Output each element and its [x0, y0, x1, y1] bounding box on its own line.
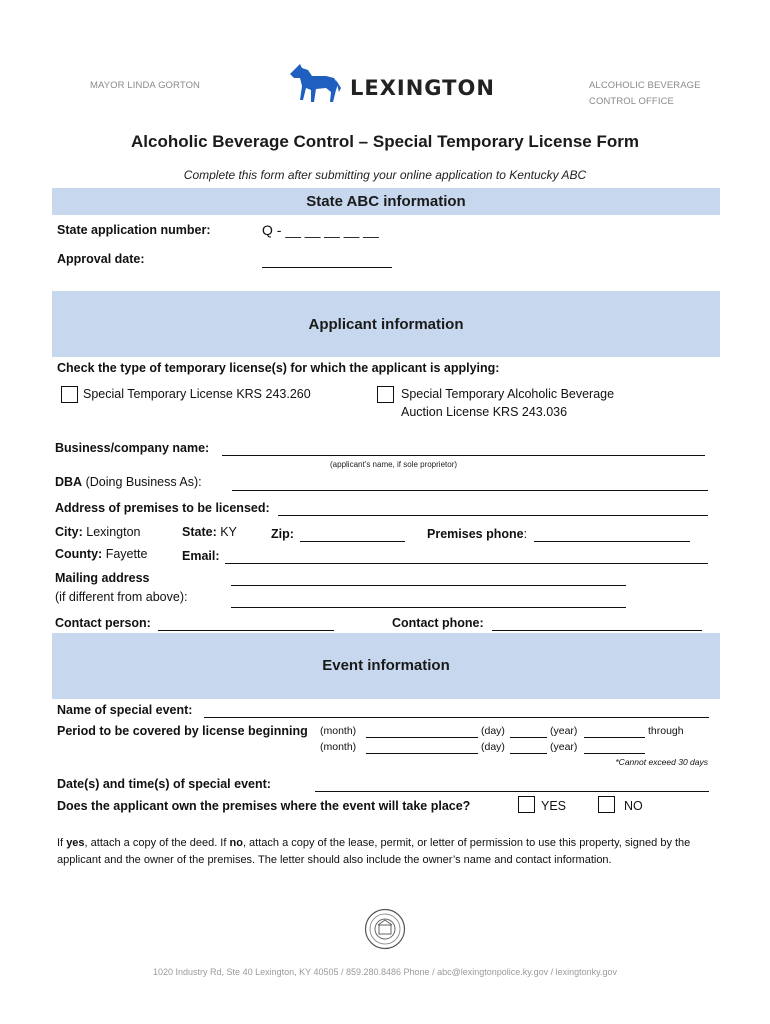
mailing-address-sub: (if different from above): [55, 590, 188, 604]
note-mid: , attach a copy of the deed. If [84, 837, 227, 849]
county-label: County: [55, 547, 103, 561]
end-year-label: (year) [550, 741, 578, 753]
state-abc-heading: State ABC information [306, 193, 466, 210]
period-label: Period to be covered by license beginning [57, 724, 308, 738]
event-dates-field[interactable] [315, 791, 709, 792]
own-yes-checkbox[interactable] [518, 796, 535, 813]
business-name-hint: (applicant’s name, if sole proprietor) [330, 460, 458, 469]
mayor-name: MAYOR LINDA GORTON [90, 80, 201, 91]
state-group [182, 525, 237, 539]
event-name-label: Name of special event: [57, 703, 193, 717]
state-abc-band [52, 188, 720, 215]
special-temporary-license-checkbox[interactable] [61, 386, 78, 403]
note-if: If [57, 837, 64, 849]
premises-address-label: Address of premises to be licensed: [55, 501, 270, 515]
page-title: Alcoholic Beverage Control – Special Temporary License Form [131, 132, 639, 151]
premises-phone-label: Premises phone [427, 527, 524, 541]
zip-label: Zip: [271, 527, 294, 541]
own-no-checkbox[interactable] [598, 796, 615, 813]
state-label: State: [182, 525, 217, 539]
option1-label: Special Temporary License KRS 243.260 [83, 387, 311, 401]
cannot-exceed-note: *Cannot exceed 30 days [615, 757, 708, 767]
through-label: through [648, 725, 684, 737]
business-name-field[interactable] [222, 455, 705, 456]
mailing-address-field-1[interactable] [231, 585, 626, 586]
dba-label-group [55, 475, 202, 489]
contact-person-label: Contact person: [55, 616, 151, 630]
contact-person-field[interactable] [158, 630, 334, 631]
event-heading: Event information [322, 657, 450, 674]
office-line1: ALCOHOLIC BEVERAGE [589, 80, 701, 91]
own-premises-question: Does the applicant own the premises where the event will take place? [57, 799, 471, 813]
approval-date-field[interactable] [262, 267, 392, 268]
footer-contact: 1020 Industry Rd, Ste 40 Lexington, KY 40505 / 859.280.8486 Phone / abc@lexingtonpolice.ky.gov / lexingtonky.gov [153, 967, 617, 977]
county-value: Fayette [105, 547, 148, 561]
end-year-field[interactable] [584, 753, 645, 754]
attachment-note [57, 835, 717, 869]
app-number-field[interactable]: Q - __ __ __ __ __ [262, 222, 379, 238]
premises-phone-field[interactable] [534, 541, 690, 542]
office-line2: CONTROL OFFICE [589, 96, 674, 107]
applicant-band [52, 291, 720, 357]
event-band [52, 633, 720, 699]
city-group [55, 525, 140, 539]
premises-address-field[interactable] [278, 515, 708, 516]
own-no-label: NO [624, 799, 643, 813]
approval-date-label: Approval date: [57, 252, 145, 266]
begin-day-field[interactable] [510, 737, 547, 738]
end-month-label: (month) [320, 741, 357, 753]
mailing-address-label: Mailing address [55, 571, 150, 585]
begin-year-label: (year) [550, 725, 578, 737]
logo-text: LEXINGTON [350, 76, 495, 100]
contact-phone-label: Contact phone: [392, 616, 484, 630]
begin-month-label: (month) [320, 725, 357, 737]
county-group [55, 547, 147, 561]
premises-phone-group: Premises phone: [427, 527, 528, 541]
applicant-heading: Applicant information [308, 316, 464, 333]
end-month-field[interactable] [366, 753, 478, 754]
city-value: Lexington [86, 525, 141, 539]
end-day-label: (day) [481, 741, 505, 753]
license-type-prompt: Check the type of temporary license(s) for which the applicant is applying: [57, 361, 500, 375]
email-label: Email: [182, 549, 220, 563]
horse-logo-icon [286, 62, 342, 111]
auction-license-checkbox[interactable] [377, 386, 394, 403]
note-yes: yes [66, 837, 85, 849]
end-day-field[interactable] [510, 753, 547, 754]
dba-field[interactable] [232, 490, 708, 491]
event-name-field[interactable] [204, 717, 709, 718]
note-rest: , attach a copy of the lease, permit, or letter of permission to use this property, signed by the applicant and the owner of the premises. The letter should also include the owner’s name and contact information. [57, 837, 691, 866]
contact-phone-field[interactable] [492, 630, 702, 631]
page-subtitle: Complete this form after submitting your online application to Kentucky ABC [183, 168, 587, 182]
zip-field[interactable] [300, 541, 405, 542]
mailing-address-field-2[interactable] [231, 607, 626, 608]
state-value: KY [220, 525, 237, 539]
city-seal-icon [364, 908, 406, 955]
app-number-label: State application number: [57, 223, 211, 237]
email-field[interactable] [225, 563, 708, 564]
city-label: City: [55, 525, 83, 539]
option2-label-line2: Auction License KRS 243.036 [401, 405, 568, 419]
begin-year-field[interactable] [584, 737, 645, 738]
business-name-label: Business/company name: [55, 441, 210, 455]
note-no: no [229, 837, 243, 849]
option2-label-line1: Special Temporary Alcoholic Beverage [401, 387, 615, 401]
own-yes-label: YES [541, 799, 567, 813]
begin-day-label: (day) [481, 725, 505, 737]
dba-label: DBA [55, 475, 83, 489]
dba-paren: (Doing Business As): [85, 475, 202, 489]
event-dates-label: Date(s) and time(s) of special event: [57, 777, 271, 791]
begin-month-field[interactable] [366, 737, 478, 738]
